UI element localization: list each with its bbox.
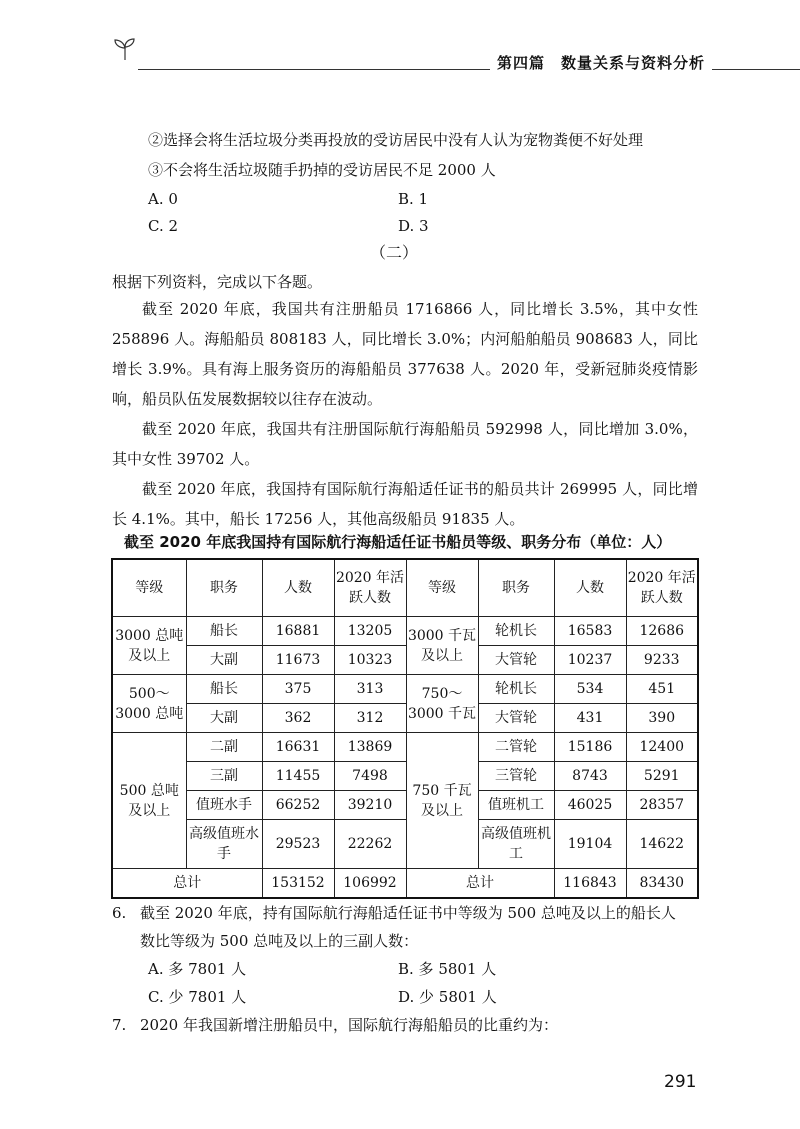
option-d: D. 3 [398,217,429,235]
q7-number: 7. [112,1016,127,1034]
count-cell: 19104 [554,820,626,869]
q6-option-d: D. 少 5801 人 [398,988,497,1006]
active-cell: 22262 [334,820,406,869]
header-title: 第四篇 数量关系与资料分析 [497,54,706,72]
paragraph-3: 截至 2020 年底，我国持有国际航行海船适任证书的船员共计 269995 人，同比增长 4.1%。其中，船长 17256 人，其他高级船员 91835 人。 [112,480,698,528]
position-cell: 大管轮 [478,704,554,733]
position-cell: 轮机长 [478,617,554,646]
header-cell: 等级 [112,559,186,617]
count-cell: 10237 [554,646,626,675]
count-cell: 29523 [262,820,334,869]
active-cell: 39210 [334,791,406,820]
count-cell: 16881 [262,617,334,646]
table-row [112,733,698,762]
section-heading: （二） [370,243,419,262]
total-active: 106992 [334,869,406,899]
paragraph-1: 截至 2020 年底，我国共有注册船员 1716866 人，同比增长 3.5%，其中女性 258896 人。海船船员 808183 人，同比增长 3.0%；内河船舶船员 908683 人，同比增长 3.9%。具有海上服务资历的海船船员 377638 人。2020 年，受新冠肺炎疫情影响，船员队伍发展数据较以往存在波动。 [112,300,698,408]
table-row [112,704,698,733]
position-cell: 三管轮 [478,762,554,791]
option-c: C. 2 [148,217,179,235]
header-rule-left [138,69,490,70]
active-cell: 390 [626,704,698,733]
table-row [112,791,698,820]
active-cell: 451 [626,675,698,704]
active-cell: 13869 [334,733,406,762]
q6-option-b: B. 多 5801 人 [398,960,497,978]
q6-number: 6. [112,904,127,922]
position-cell: 二管轮 [478,733,554,762]
active-cell: 13205 [334,617,406,646]
table-title: 截至 2020 年底我国持有国际航行海船适任证书船员等级、职务分布（单位：人） [124,533,672,551]
table-row [112,820,698,869]
count-cell: 16583 [554,617,626,646]
q7-text: 2020 年我国新增注册船员中，国际航行海船船员的比重约为： [140,1016,558,1034]
header-cell: 2020 年活跃人数 [626,559,698,617]
active-cell: 14622 [626,820,698,869]
position-cell: 三副 [186,762,262,791]
active-cell: 312 [334,704,406,733]
active-cell: 5291 [626,762,698,791]
count-cell: 362 [262,704,334,733]
count-cell: 66252 [262,791,334,820]
header-cell: 人数 [554,559,626,617]
position-cell: 大副 [186,704,262,733]
position-cell: 轮机长 [478,675,554,704]
page-number: 291 [664,1072,697,1092]
active-cell: 10323 [334,646,406,675]
position-cell: 值班水手 [186,791,262,820]
option-b: B. 1 [398,190,429,208]
grade-cell: 500 总吨及以上 [112,733,186,869]
header-cell: 职务 [186,559,262,617]
total-label: 总计 [406,869,554,899]
count-cell: 46025 [554,791,626,820]
table-total-row [112,869,698,899]
grade-cell: 500～3000 总吨 [112,675,186,733]
count-cell: 11455 [262,762,334,791]
count-cell: 11673 [262,646,334,675]
total-active: 83430 [626,869,698,899]
header-cell: 职务 [478,559,554,617]
header-cell: 人数 [262,559,334,617]
position-cell: 高级值班机工 [478,820,554,869]
table-header-row [112,559,698,617]
grade-cell: 3000 总吨及以上 [112,617,186,675]
grade-cell: 3000 千瓦及以上 [406,617,478,675]
table-row [112,646,698,675]
count-cell: 16631 [262,733,334,762]
active-cell: 9233 [626,646,698,675]
section-intro: 根据下列资料，完成以下各题。 [112,273,323,291]
paragraph-2: 截至 2020 年底，我国共有注册国际航行海船船员 592998 人，同比增加 3.0%，其中女性 39702 人。 [112,420,698,468]
count-cell: 534 [554,675,626,704]
header-cell: 等级 [406,559,478,617]
sprout-icon [112,36,138,62]
grade-cell: 750 千瓦及以上 [406,733,478,869]
position-cell: 船长 [186,675,262,704]
active-cell: 313 [334,675,406,704]
total-count: 116843 [554,869,626,899]
table-row [112,762,698,791]
q6-text-line2: 数比等级为 500 总吨及以上的三副人数： [140,932,419,950]
position-cell: 高级值班水手 [186,820,262,869]
q6-text-line1: 截至 2020 年底，持有国际航行海船适任证书中等级为 500 总吨及以上的船长人 [140,904,676,922]
total-label: 总计 [112,869,262,899]
count-cell: 375 [262,675,334,704]
position-cell: 大管轮 [478,646,554,675]
active-cell: 7498 [334,762,406,791]
count-cell: 431 [554,704,626,733]
active-cell: 12400 [626,733,698,762]
statement-2: ②选择会将生活垃圾分类再投放的受访居民中没有人认为宠物粪便不好处理 [148,131,644,149]
crew-distribution-table [111,558,699,899]
total-count: 153152 [262,869,334,899]
position-cell: 大副 [186,646,262,675]
active-cell: 28357 [626,791,698,820]
active-cell: 12686 [626,617,698,646]
count-cell: 15186 [554,733,626,762]
table-row [112,617,698,646]
statement-3: ③不会将生活垃圾随手扔掉的受访居民不足 2000 人 [148,161,496,179]
option-a: A. 0 [148,190,178,208]
position-cell: 船长 [186,617,262,646]
position-cell: 值班机工 [478,791,554,820]
table-row [112,675,698,704]
count-cell: 8743 [554,762,626,791]
q6-option-c: C. 少 7801 人 [148,988,247,1006]
header-cell: 2020 年活跃人数 [334,559,406,617]
position-cell: 二副 [186,733,262,762]
header-rule-right [712,69,800,70]
q6-option-a: A. 多 7801 人 [148,960,247,978]
grade-cell: 750～3000 千瓦 [406,675,478,733]
